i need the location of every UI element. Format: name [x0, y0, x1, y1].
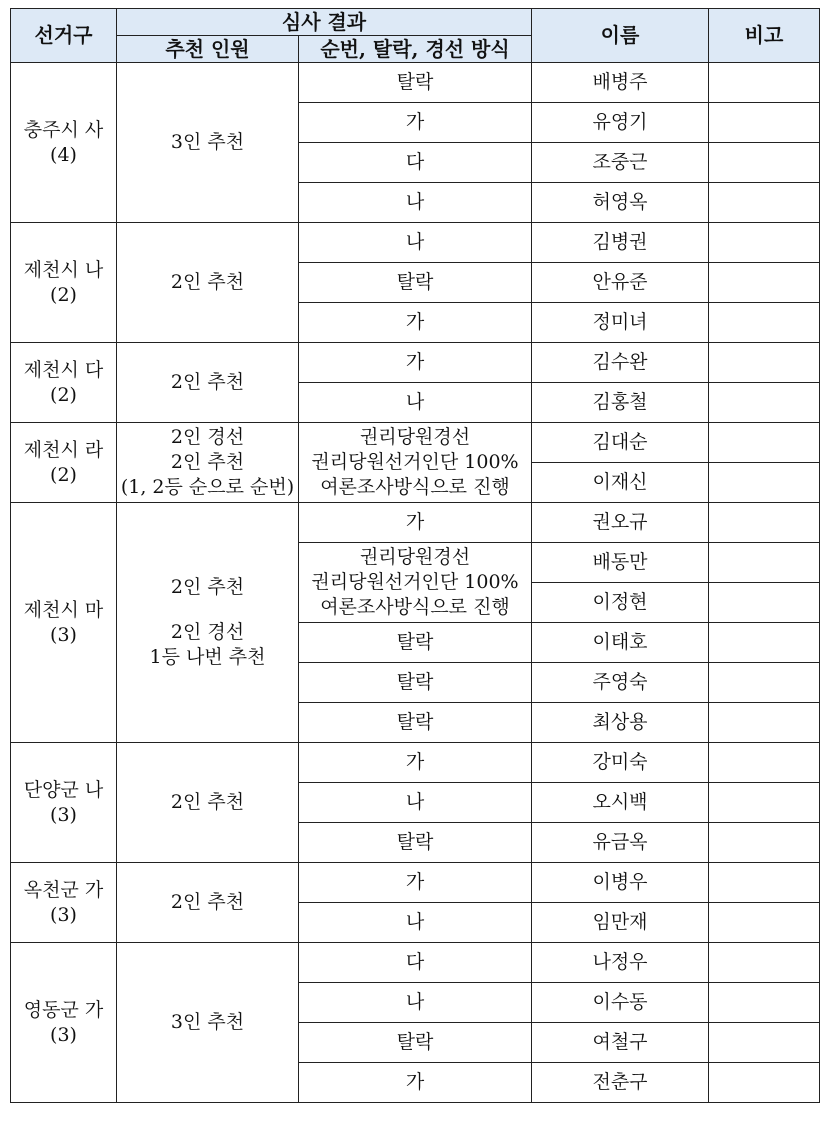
header-review-result: 심사 결과: [117, 9, 532, 36]
recommended-count-line: 3인 추천: [170, 1011, 245, 1033]
recommended-count-line: 2인 경선: [170, 621, 245, 643]
table-header: [11, 9, 820, 63]
note-cell: [709, 143, 820, 183]
note-cell: [709, 223, 820, 263]
note-cell: [709, 1023, 820, 1063]
district-cell: [11, 343, 117, 423]
recommended-count-line: 2인 추천: [170, 791, 245, 813]
method-cell: 가: [299, 743, 532, 783]
district-seats: (3): [50, 623, 77, 646]
note-cell: [709, 503, 820, 543]
district-cell: [11, 223, 117, 343]
header-order-method: 순번, 탈락, 경선 방식: [299, 36, 532, 63]
table-body: [11, 63, 820, 1103]
header-name: 이름: [532, 9, 709, 63]
method-cell: 가: [299, 303, 532, 343]
header-recommended-count: 추천 인원: [117, 36, 299, 63]
note-cell: [709, 343, 820, 383]
method-cell: 나: [299, 983, 532, 1023]
district-name: 제천시 다: [23, 358, 104, 381]
recommended-count-line: 1등 나번 추천: [149, 646, 266, 668]
note-cell: [709, 903, 820, 943]
district-name: 영동군 가: [23, 998, 104, 1021]
recommended-count-cell: [117, 223, 299, 343]
candidate-name: 김병권: [532, 223, 709, 263]
candidate-name: 나정우: [532, 943, 709, 983]
primary-method-cell: [299, 423, 532, 503]
note-cell: [709, 583, 820, 623]
note-cell: [709, 1063, 820, 1103]
district-name: 제천시 라: [23, 438, 104, 461]
district-name: 옥천군 가: [23, 878, 104, 901]
method-cell: 다: [299, 143, 532, 183]
primary-method-line: 여론조사방식으로 진행: [320, 596, 510, 618]
district-cell: [11, 503, 117, 743]
method-cell: 다: [299, 943, 532, 983]
method-cell: 가: [299, 863, 532, 903]
candidate-name: 유금옥: [532, 823, 709, 863]
candidate-name: 강미숙: [532, 743, 709, 783]
note-cell: [709, 663, 820, 703]
recommended-count-line: 2인 추천: [170, 451, 245, 473]
recommended-count-cell: [117, 423, 299, 503]
table-row: [11, 223, 820, 263]
header-district: 선거구: [11, 9, 117, 63]
note-cell: [709, 703, 820, 743]
note-cell: [709, 63, 820, 103]
recommended-count-cell: [117, 943, 299, 1103]
district-seats: (3): [50, 1023, 77, 1046]
primary-method-line: 권리당원경선: [359, 546, 471, 568]
candidate-name: 이재신: [532, 463, 709, 503]
candidate-name: 김대순: [532, 423, 709, 463]
method-cell: 나: [299, 383, 532, 423]
candidate-name: 김수완: [532, 343, 709, 383]
candidate-name: 여철구: [532, 1023, 709, 1063]
candidate-name: 이정현: [532, 583, 709, 623]
method-cell: 가: [299, 103, 532, 143]
method-cell: 탈락: [299, 703, 532, 743]
note-cell: [709, 423, 820, 463]
district-seats: (3): [50, 903, 77, 926]
table-row: [11, 503, 820, 543]
recommended-count-line: 2인 추천: [170, 371, 245, 393]
district-cell: [11, 63, 117, 223]
method-cell: 나: [299, 223, 532, 263]
note-cell: [709, 303, 820, 343]
note-cell: [709, 623, 820, 663]
candidate-name: 이태호: [532, 623, 709, 663]
district-seats: (2): [50, 463, 77, 486]
header-note: 비고: [709, 9, 820, 63]
district-name: 충주시 사: [23, 118, 104, 141]
note-cell: [709, 263, 820, 303]
method-cell: 탈락: [299, 823, 532, 863]
table-row: [11, 743, 820, 783]
note-cell: [709, 463, 820, 503]
district-name: 단양군 나: [23, 778, 104, 801]
method-cell: 가: [299, 503, 532, 543]
candidate-name: 김홍철: [532, 383, 709, 423]
note-cell: [709, 743, 820, 783]
candidate-name: 주영숙: [532, 663, 709, 703]
candidate-name: 정미녀: [532, 303, 709, 343]
candidate-review-table: [10, 8, 820, 1103]
candidate-name: 유영기: [532, 103, 709, 143]
note-cell: [709, 103, 820, 143]
table-row: [11, 863, 820, 903]
candidate-name: 안유준: [532, 263, 709, 303]
note-cell: [709, 983, 820, 1023]
note-cell: [709, 383, 820, 423]
district-cell: [11, 943, 117, 1103]
candidate-name: 배동만: [532, 543, 709, 583]
note-cell: [709, 183, 820, 223]
note-cell: [709, 783, 820, 823]
recommended-count-line: 2인 추천: [170, 576, 245, 598]
note-cell: [709, 543, 820, 583]
district-seats: (4): [50, 143, 77, 166]
candidate-name: 최상용: [532, 703, 709, 743]
method-cell: 나: [299, 903, 532, 943]
table-row: [11, 943, 820, 983]
recommended-count-line: [117, 600, 298, 620]
candidate-name: 허영옥: [532, 183, 709, 223]
district-seats: (3): [50, 803, 77, 826]
district-cell: [11, 863, 117, 943]
primary-method-line: 권리당원경선: [359, 426, 471, 448]
candidate-name: 조중근: [532, 143, 709, 183]
recommended-count-line: (1, 2등 순으로 순번): [120, 476, 295, 498]
table-row: [11, 423, 820, 463]
recommended-count-cell: [117, 343, 299, 423]
note-cell: [709, 943, 820, 983]
note-cell: [709, 823, 820, 863]
primary-method-cell: [299, 543, 532, 623]
candidate-name: 임만재: [532, 903, 709, 943]
note-cell: [709, 863, 820, 903]
primary-method-line: 권리당원선거인단 100%: [311, 571, 519, 593]
district-cell: [11, 743, 117, 863]
method-cell: 탈락: [299, 263, 532, 303]
primary-method-line: 여론조사방식으로 진행: [320, 476, 510, 498]
method-cell: 탈락: [299, 1023, 532, 1063]
district-seats: (2): [50, 283, 77, 306]
recommended-count-line: 2인 추천: [170, 271, 245, 293]
candidate-name: 전춘구: [532, 1063, 709, 1103]
method-cell: 나: [299, 783, 532, 823]
candidate-name: 배병주: [532, 63, 709, 103]
recommended-count-cell: [117, 63, 299, 223]
candidate-name: 오시백: [532, 783, 709, 823]
method-cell: 가: [299, 1063, 532, 1103]
district-seats: (2): [50, 383, 77, 406]
method-cell: 가: [299, 343, 532, 383]
candidate-name: 이병우: [532, 863, 709, 903]
candidate-name: 이수동: [532, 983, 709, 1023]
table-row: [11, 343, 820, 383]
recommended-count-line: 2인 추천: [170, 891, 245, 913]
method-cell: 탈락: [299, 663, 532, 703]
method-cell: 나: [299, 183, 532, 223]
table-row: [11, 63, 820, 103]
method-cell: 탈락: [299, 623, 532, 663]
recommended-count-cell: [117, 863, 299, 943]
district-cell: [11, 423, 117, 503]
recommended-count-cell: [117, 743, 299, 863]
primary-method-line: 권리당원선거인단 100%: [311, 451, 519, 473]
recommended-count-line: 2인 경선: [170, 426, 245, 448]
candidate-name: 권오규: [532, 503, 709, 543]
method-cell: 탈락: [299, 63, 532, 103]
district-name: 제천시 마: [23, 598, 104, 621]
recommended-count-cell: [117, 503, 299, 743]
recommended-count-line: 3인 추천: [170, 131, 245, 153]
district-name: 제천시 나: [23, 258, 104, 281]
